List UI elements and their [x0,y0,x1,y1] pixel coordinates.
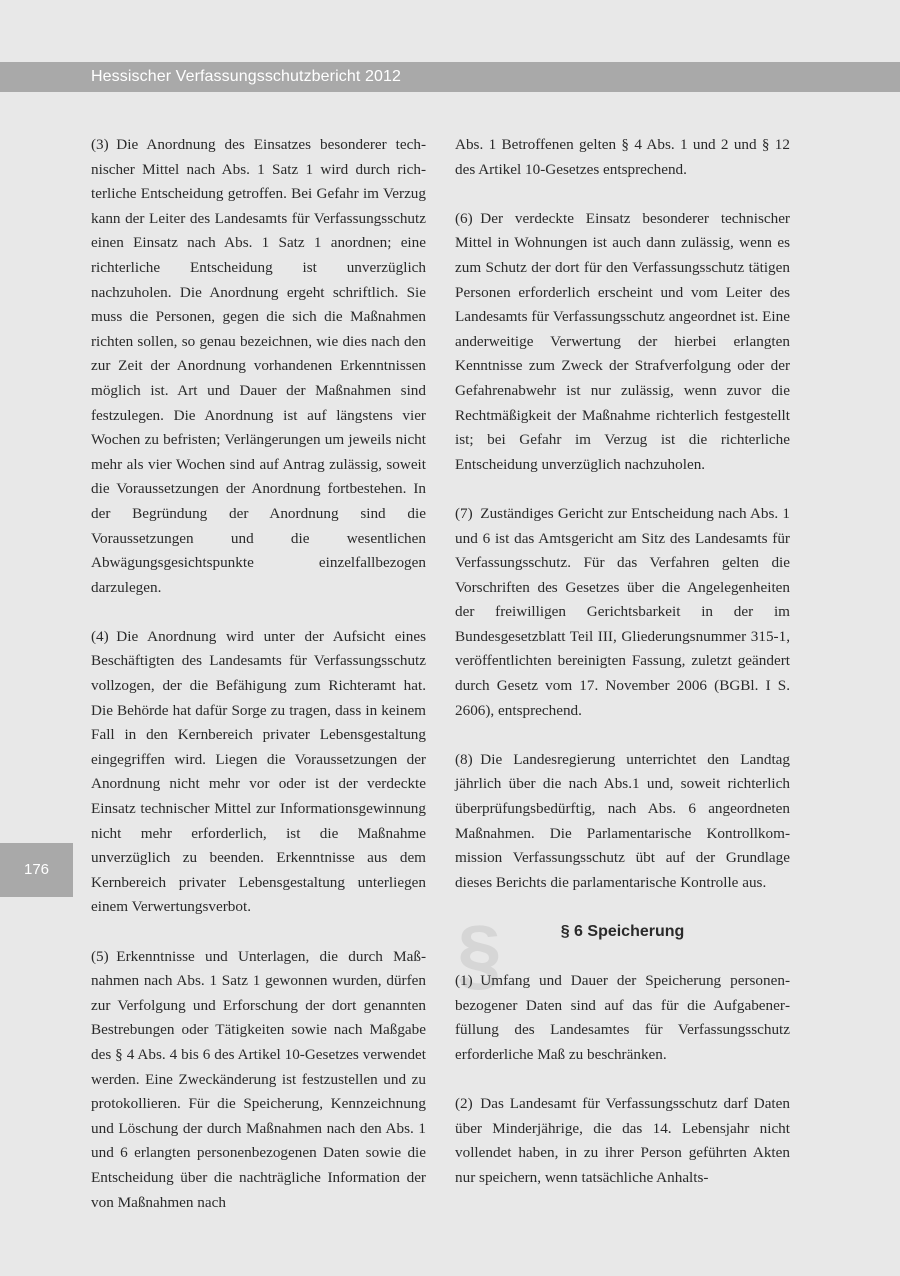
header-bar [0,62,900,92]
paragraph-4: (4) Die Anordnung wird unter der Aufsicht eines Beschäftigten des Landesamts für Verfassungsschutz vollzogen, der die Befähigung zum Richteramt hat. Die Behörde hat dafür Sorge zu tragen, dass in keinem Fall in den Kernbereich privater Lebensgestaltung eingegriffen wird. Liegen die Voraussetzungen der Anordnung nicht mehr vor oder ist der verdeckte Einsatz technischer Mittel zur Informationsgewinnung nicht mehr erforderlich, ist die Maßnahme unverzüglich zu beenden. Erkenntnisse aus dem Kernbereich privater Lebensgestaltung unterliegen einem Verwertungsverbot. [91,627,426,916]
section-heading-block [455,909,790,998]
section-6-paragraph-2: (2) Das Landesamt für Verfassungsschutz darf Daten über Minderjährige, die das 14. Lebensjahr nicht vollendet haben, in zu ihrer Person geführten Akten nur speichern, wenn tatsächliche Anhalts- [455,1094,790,1186]
right-column [455,133,790,1215]
paragraph-5-continued: Abs. 1 Betroffenen gelten § 4 Abs. 1 und 2 und § 12 des Artikel 10-Gesetzes entsprechend. [455,136,790,178]
paragraph-8: (8) Die Landesregierung unterrichtet den Landtag jährlich über die nach Abs.1 und, soweit richterlich überprüfungsbedürftig, nach Abs. 6 angeordneten Maßnahmen. Die Parlamentarische Kontrollkommission Verfassungsschutz übt auf der Grundlage dieses Berichts die parlamentarische Kontrolle aus. [455,750,790,891]
page-number: 176 [23,861,50,878]
section-symbol-watermark: § [457,909,502,998]
left-column [91,133,426,1240]
page-number-tab [0,843,73,897]
paragraph-6: (6) Der verdeckte Einsatz besonderer technischer Mittel in Wohnungen ist auch dann zulässig, wenn es zum Schutz der dort für den Verfassungsschutz tätigen Personen erforderlich erscheint und vom Leiter des Landesamts für Verfassungsschutz angeordnet ist. Eine anderweitige Verwertung der hierbei erlangten Kenntnisse zum Zweck der Strafverfolgung oder der Gefahrenabwehr ist nur zulässig, wenn zuvor die Rechtmäßigkeit der Maßnahme richterlich festgestellt ist; bei Gefahr im Verzug ist die richterliche Entscheidung unverzüglich nachzuholen. [455,209,790,473]
paragraph-3: (3) Die Anordnung des Einsatzes besonderer technischer Mittel nach Abs. 1 Satz 1 wird durch richterliche Entscheidung getroffen. Bei Gefahr im Verzug kann der Leiter des Landesamts für Verfassungsschutz einen Einsatz nach Abs. 1 Satz 1 anordnen; eine richterliche Entscheidung ist unverzüglich nachzuholen. Die Anordnung ergeht schriftlich. Sie muss die Personen, gegen die sich die Maßnahmen richten sollen, so genau bezeichnen, wie dies nach den zur Zeit der Anordnung vorhandenen Erkenntnissen möglich ist. Art und Dauer der Maßnahmen sind festzulegen. Die Anordnung ist auf längstens vier Wochen zu befristen; Verlängerungen um jeweils nicht mehr als vier Wochen sind auf Antrag zulässig, soweit die Voraussetzungen der Anordnung fortbestehen. In der Begründung der Anordnung sind die Voraussetzungen und die wesentlichen Abwägungsgesichtspunkte einzelfallbezogen darzulegen. [91,136,426,596]
section-heading: § 6 Speicherung [560,923,685,940]
section-6-paragraph-1: (1) Umfang und Dauer der Speicherung personenbezogener Daten sind auf das für die Aufgabenerfüllung des Landesamtes für Verfassungsschutz erforderliche Maß zu beschränken. [455,972,790,1063]
paragraph-5: (5) Erkenntnisse und Unterlagen, die durch Maßnahmen nach Abs. 1 Satz 1 gewonnen wurden, dürfen zur Verfolgung und Erforschung der dort genannten Bestrebungen oder Tätigkeiten sowie nach Maßgabe des § 4 Abs. 4 bis 6 des Artikel 10-Gesetzes verwendet werden. Eine Zweckänderung ist festzustellen und zu protokollieren. Für die Speicherung, Kennzeichnung und Löschung der durch Maßnahmen nach den Abs. 1 und 6 erlangten personenbezogenen Daten sowie die Entscheidung über die nachträgliche Information der von Maßnahmen nach [91,947,426,1211]
paragraph-7: (7) Zuständiges Gericht zur Entscheidung nach Abs. 1 und 6 ist das Amtsgericht am Sitz des Landesamts für Verfassungsschutz. Für das Verfahren gelten die Vorschriften des Gesetzes über die Angelegenheiten der freiwilligen Gerichtsbarkeit in der im Bundesgesetzblatt Teil III, Gliederungsnummer 315-1, veröffentlichten bereinigten Fassung, zuletzt geändert durch Gesetz vom 17. November 2006 (BGBl. I S. 2606), entsprechend. [455,504,790,719]
page-header-title: Hessischer Verfassungsschutzbericht 2012 [91,68,401,85]
